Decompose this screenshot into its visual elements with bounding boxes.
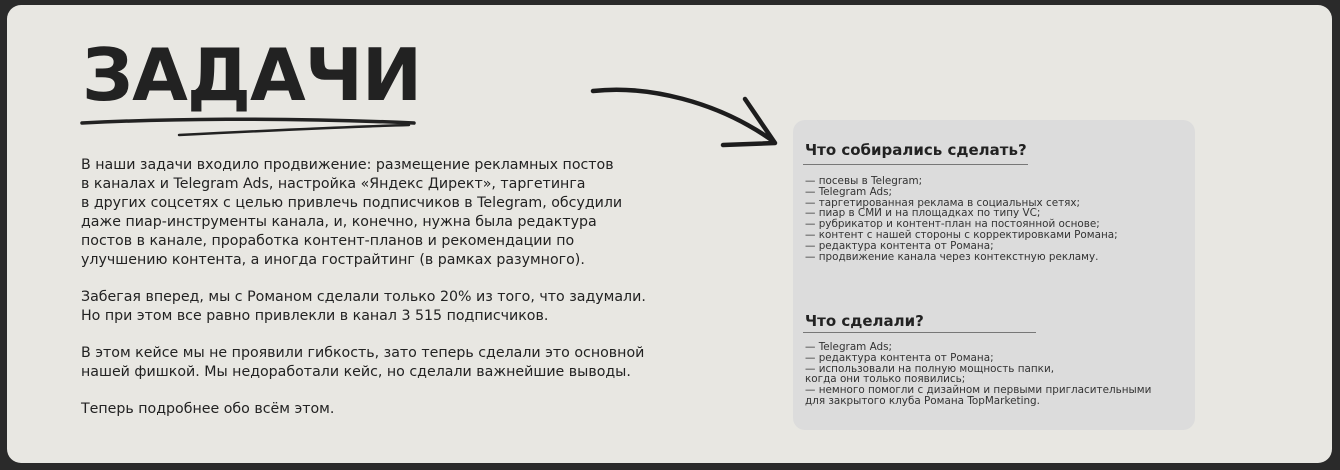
paragraph-results: Забегая вперед, мы с Романом сделали только 20% из того, что задумали. Но при этом все равно привлекли в канал 3 515 подписчиков. bbox=[81, 289, 646, 324]
done-list bbox=[805, 342, 1190, 407]
list-item: — рубрикатор и контент-план на постоянной основе; bbox=[805, 218, 1100, 231]
list-item: — контент с нашей стороны с корректировками Романа; bbox=[805, 228, 1118, 241]
list-item: — использовали на полную мощность папки, когда они только появились; bbox=[805, 362, 1055, 386]
done-title: Что сделали? bbox=[805, 312, 924, 330]
summary-panel bbox=[793, 120, 1195, 430]
list-item: — редактура контента от Романа; bbox=[805, 351, 994, 364]
planned-title: Что собирались сделать? bbox=[805, 141, 1027, 159]
list-item: — немного помогли с дизайном и первыми пригласительными для закрытого клуба Романа TopMarketing. bbox=[805, 384, 1152, 407]
planned-list bbox=[805, 176, 1190, 262]
list-item: — Telegram Ads; bbox=[805, 341, 893, 353]
paragraph-intro: Теперь подробнее обо всём этом. bbox=[81, 401, 335, 417]
list-item: — таргетированная реклама в социальных сетях; bbox=[805, 196, 1081, 209]
paragraph-tasks: В наши задачи входило продвижение: размещение рекламных постов в каналах и Telegram Ads, настройка «Яндекс Директ», таргетинга в других соцсетях с целью привлечь подписчиков в Telegram, обсудили даже пиар-инструменты канала, и, конечно, нужна была редактура постов в канале, проработка контент-планов и рекомендации по улучшению контента, а иногда гострайтинг (в рамках разумного). bbox=[81, 157, 623, 268]
list-item: — посевы в Telegram; bbox=[805, 175, 923, 187]
content-card bbox=[7, 5, 1332, 463]
list-item: — Telegram Ads; bbox=[805, 185, 893, 198]
description bbox=[81, 156, 681, 437]
page-title: ЗАДАЧИ bbox=[82, 33, 422, 117]
done-divider bbox=[803, 332, 1036, 333]
brush-underline bbox=[79, 109, 424, 141]
list-item: — продвижение канала через контекстную рекламу. bbox=[805, 250, 1099, 263]
list-item: — редактура контента от Романа; bbox=[805, 239, 994, 252]
paragraph-conclusions: В этом кейсе мы не проявили гибкость, зато теперь сделали это основной нашей фишкой. Мы недоработали кейс, но сделали важнейшие выводы. bbox=[81, 345, 645, 380]
arrow-icon bbox=[587, 83, 787, 163]
planned-divider bbox=[803, 164, 1028, 165]
list-item: — пиар в СМИ и на площадках по типу VC; bbox=[805, 207, 1041, 220]
